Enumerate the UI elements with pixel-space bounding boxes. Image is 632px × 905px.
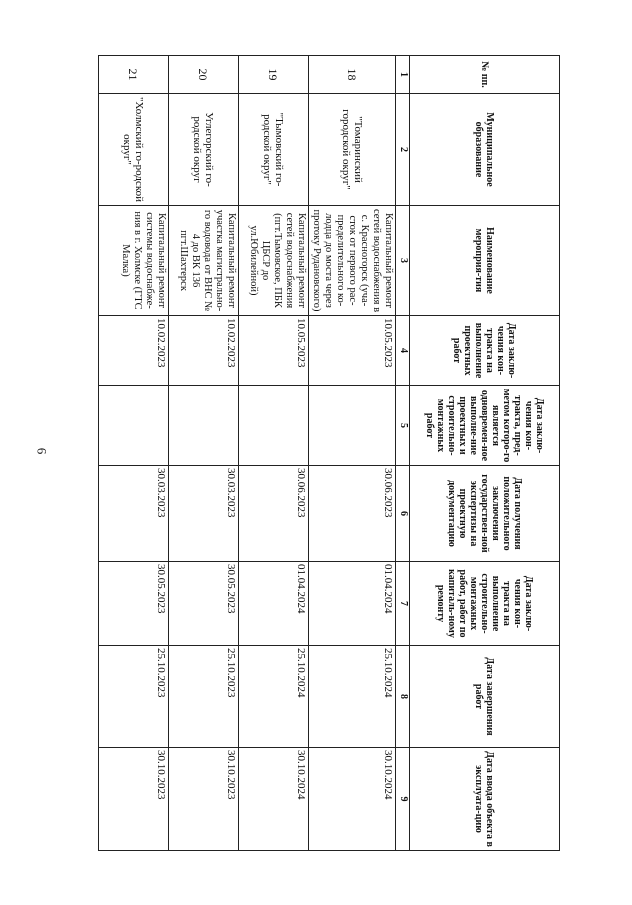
- header-cell: Наименование мероприя-тия: [410, 206, 560, 316]
- measure-name-cell: Капитальный ремонт участка магистрально-го водовода от ВНС № 4 до ВК 136 пгт.Шахтерск: [169, 206, 239, 316]
- commissioning-date: 30.10.2023: [169, 748, 239, 851]
- column-index: 6: [396, 466, 410, 562]
- column-index: 4: [396, 316, 410, 386]
- column-index: 2: [396, 94, 410, 206]
- table-row: [309, 56, 396, 851]
- table-row: [99, 56, 169, 851]
- measure-name-cell: Капитальный ремонт сетей водоснабжения (пгт.Тымовское, ПБК ЦБСР до ул.Юбилейной): [239, 206, 309, 316]
- municipality-cell: "Холмский го-родской округ": [99, 94, 169, 206]
- expertise-date: 30.06.2023: [239, 466, 309, 562]
- combined-contract-date: [99, 386, 169, 466]
- header-cell: Дата заклю-чения кон-тракта на выполнение строительно-монтажных работ, работ по капиталь-ному ремонту: [410, 562, 560, 646]
- measure-name-cell: Капитальный ремонт системы водоснабже-ния в г. Холмске (ГТС Малка): [99, 206, 169, 316]
- header-cell: Дата заклю-чения кон-тракта на выполнение проектных работ: [410, 316, 560, 386]
- municipality-cell: "Томаринский городской округ": [309, 94, 396, 206]
- row-number: 19: [239, 56, 309, 94]
- construction-contract-date: 30.05.2023: [99, 562, 169, 646]
- header-cell: Дата заклю-чения кон-тракта, пред-метом которо-го является одновремен-ное выполне-ние проектных и строительно-монтажных работ: [410, 386, 560, 466]
- column-index: 5: [396, 386, 410, 466]
- column-index: 3: [396, 206, 410, 316]
- design-contract-date: 10.02.2023: [99, 316, 169, 386]
- construction-contract-date: 30.05.2023: [169, 562, 239, 646]
- header-cell: Муниципальное образование: [410, 94, 560, 206]
- design-contract-date: 10.05.2023: [309, 316, 396, 386]
- row-number: 20: [169, 56, 239, 94]
- combined-contract-date: [239, 386, 309, 466]
- measure-name-cell: Капитальный ремонт сетей водоснабжения в с. Красногорск (уча-сток от первого рас-пределительного ко-лодца до моста через протоку Рудановского): [309, 206, 396, 316]
- expertise-date: 30.03.2023: [169, 466, 239, 562]
- row-number: 21: [99, 56, 169, 94]
- expertise-date: 30.06.2023: [309, 466, 396, 562]
- column-index: 9: [396, 748, 410, 851]
- construction-contract-date: 01.04.2024: [239, 562, 309, 646]
- commissioning-date: 30.10.2024: [309, 748, 396, 851]
- completion-date: 25.10.2024: [239, 646, 309, 748]
- commissioning-date: 30.10.2023: [99, 748, 169, 851]
- commissioning-date: 30.10.2024: [239, 748, 309, 851]
- municipality-cell: Углегорский го-родской округ: [169, 94, 239, 206]
- design-contract-date: 10.05.2023: [239, 316, 309, 386]
- column-index: 8: [396, 646, 410, 748]
- completion-date: 25.10.2023: [169, 646, 239, 748]
- table-row: [169, 56, 239, 851]
- design-contract-date: 10.02.2023: [169, 316, 239, 386]
- column-index-row: [396, 56, 410, 851]
- projects-table: [98, 55, 560, 851]
- combined-contract-date: [169, 386, 239, 466]
- column-index: 7: [396, 562, 410, 646]
- combined-contract-date: [309, 386, 396, 466]
- header-cell: Дата ввода объекта в эксплуата-цию: [410, 748, 560, 851]
- header-cell: Дата завершения работ: [410, 646, 560, 748]
- page-number: 6: [34, 447, 50, 455]
- row-number: 18: [309, 56, 396, 94]
- document-page: [98, 55, 560, 851]
- construction-contract-date: 01.04.2024: [309, 562, 396, 646]
- table-row: [239, 56, 309, 851]
- header-cell: № пп.: [410, 56, 560, 94]
- column-index: 1: [396, 56, 410, 94]
- completion-date: 25.10.2024: [309, 646, 396, 748]
- completion-date: 25.10.2023: [99, 646, 169, 748]
- expertise-date: 30.03.2023: [99, 466, 169, 562]
- municipality-cell: "Тымовский го-родской округ": [239, 94, 309, 206]
- header-cell: Дата получения положительного заключения государствен-ной экспертизы на проектную документацию: [410, 466, 560, 562]
- header-row: [410, 56, 560, 851]
